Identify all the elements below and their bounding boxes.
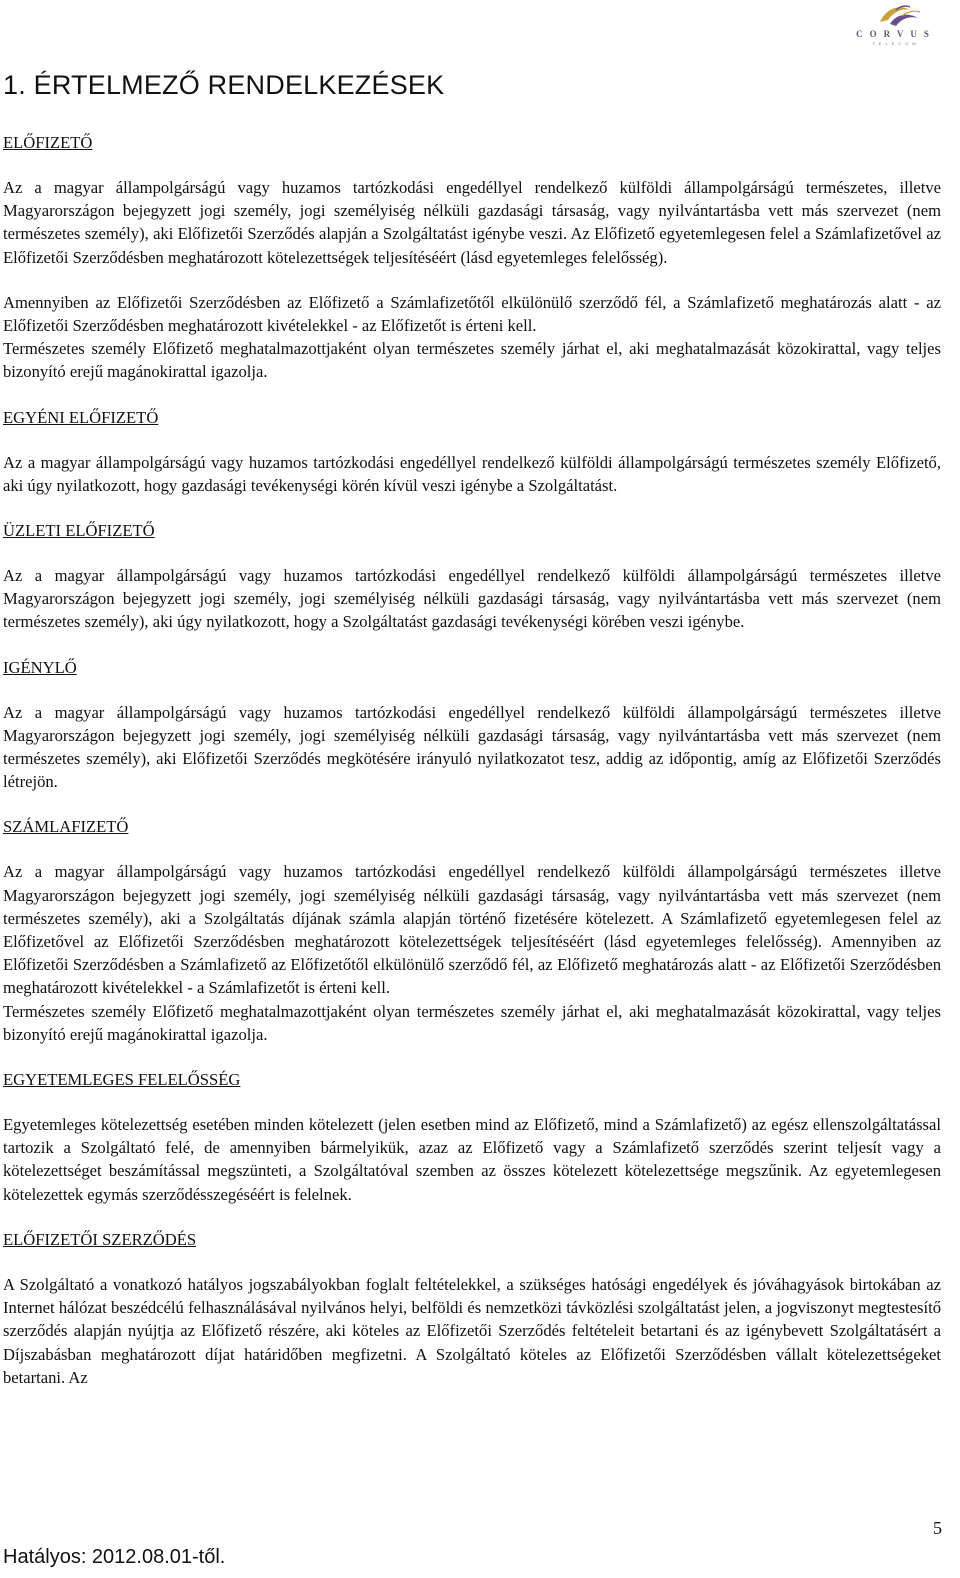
logo-subtitle: TELECOM [872, 41, 920, 46]
paragraph: Az a magyar állampolgárságú vagy huzamos tartózkodási engedéllyel rendelkező külföldi állampolgárságú természetes, illetve Magyarországon bejegyzett jogi személy, jogi személyiség nélküli gazdasági társaság, vagy nyilvántartásba vett más szervezet (nem természetes személy), aki Előfizetői Szerződés alapján a Szolgáltatást igénybe veszi. Az Előfizető egyetemlegesen felel a Számlafizetővel az Előfizetői Szerződésben meghatározott kötelezettségek teljesítéséért (lásd egyetemleges felelősség). [3, 178, 941, 267]
paragraph: Természetes személy Előfizető meghatalmazottjaként olyan természetes személy járhat el, aki meghatalmazását közokirattal, vagy teljes bizonyító erejű magánokirattal igazolja. [3, 1001, 941, 1044]
paragraph: Természetes személy Előfizető meghatalmazottjaként olyan természetes személy járhat el, aki meghatalmazását közokirattal, vagy teljes bizonyító erejű magánokirattal igazolja. [3, 339, 941, 382]
document-body [3, 131, 941, 1411]
section-heading: IGÉNYLŐ [3, 657, 77, 677]
paragraph: Az a magyar állampolgárságú vagy huzamos tartózkodási engedéllyel rendelkező külföldi állampolgárságú természetes illetve Magyarországon bejegyzett jogi személy, jogi személyiség nélküli gazdasági társaság, vagy nyilvántartásba vett más szervezet (nem természetes személy), aki a Szolgáltatás díjának számla alapján történő fizetésére kötelezett. A Számlafizető egyetemlegesen felel az Előfizetővel az Előfizetői Szerződésben meghatározott kötelezettségek teljesítéséért (lásd egyetemleges felelősség). Amennyiben az Előfizetői Szerződésben a Számlafizető az Előfizetőtől elkülönülő szerződő fél, az Előfizető meghatározás alatt - az Előfizetői Szerződésben meghatározott kivételekkel - a Számlafizetőt is érteni kell. [3, 862, 941, 998]
section-igenylo [3, 656, 941, 794]
section-heading: EGYETEMLEGES FELELŐSSÉG [3, 1070, 241, 1090]
paragraph: Egyetemleges kötelezettség esetében minden kötelezett (jelen esetben mind az Előfizető, mind a Számlafizető) az egész ellenszolgáltatással tartozik a Szolgáltató felé, de amennyiben bármelyikük, azaz az Előfizető vagy a Számlafizető szerződés szerint teljesít vagy a kötelezettséget beszámítással megszünteti, a Szolgáltatóval szemben az összes kötelezett kötelezettsége megszűnik. Az egyetemlegesen kötelezettek egymás szerződésszegéséért is felelnek. [3, 1115, 941, 1204]
paragraph: Az a magyar állampolgárságú vagy huzamos tartózkodási engedéllyel rendelkező külföldi állampolgárságú természetes illetve Magyarországon bejegyzett jogi személy, jogi személyiség nélküli gazdasági társaság, vagy nyilvántartásba vett más szervezet (nem természetes személy), aki Előfizetői Szerződés megkötésére irányuló nyilatkozatot tesz, addig az időpontig, amíg az Előfizetői Szerződés létrejön. [3, 702, 941, 792]
corvus-logo [842, 2, 950, 48]
section-egyeni-elofizeto [3, 406, 941, 497]
section-heading: ELŐFIZETŐI SZERZŐDÉS [3, 1229, 197, 1249]
page-title: 1. ÉRTELMEZŐ RENDELKEZÉSEK [3, 70, 445, 100]
paragraph: Az a magyar állampolgárságú vagy huzamos tartózkodási engedéllyel rendelkező külföldi állampolgárságú természetes személy Előfizető, aki úgy nyilatkozott, hogy gazdasági tevékenységi körén kívül veszi igénybe a Szolgáltatást. [3, 452, 941, 495]
section-szamlafizeto [3, 815, 941, 1046]
section-heading: ÜZLETI ELŐFIZETŐ [3, 521, 155, 541]
page-number: 5 [933, 1518, 942, 1538]
paragraph: Az a magyar állampolgárságú vagy huzamos tartózkodási engedéllyel rendelkező külföldi állampolgárságú természetes illetve Magyarországon bejegyzett jogi személy, jogi személyiség nélküli gazdasági társaság, vagy nyilvántartásba vett más szervezet (nem természetes személy), aki úgy nyilatkozott, hogy a Szolgáltatást gazdasági tevékenységi körében veszi igénybe. [3, 566, 941, 632]
section-egyetemleges-felelosseg [3, 1068, 941, 1206]
section-elofizeto [3, 131, 941, 384]
paragraph: Amennyiben az Előfizetői Szerződésben az Előfizető a Számlafizetőtől elkülönülő szerződő fél, a Számlafizető meghatározás alatt - az Előfizetői Szerződésben meghatározott kivételekkel - az Előfizetőt is érteni kell. [3, 292, 941, 336]
corvus-bird-icon [874, 2, 924, 30]
paragraph: A Szolgáltató a vonatkozó hatályos jogszabályokban foglalt feltételekkel, a szükséges hatósági engedélyek és jóváhagyások birtokában az Internet hálózat beszédcélú felhasználásával nyilvános helyi, belföldi és nemzetközi távközlési szolgáltatást jelen, a jogviszonyt megtestesítő szerződés alapján nyújtja az Előfizető részére, aki köteles az Előfizetői Szerződés feltételeit betartani és az igénybevett Szolgáltatásért a Díjszabásban meghatározott díjat határidőben megfizetni. A Szolgáltató köteles az Előfizetői Szerződésben vállalt kötelezettségeket betartani. Az [3, 1274, 941, 1387]
section-heading: EGYÉNI ELŐFIZETŐ [3, 407, 159, 427]
section-heading: ELŐFIZETŐ [3, 133, 93, 152]
section-heading: SZÁMLAFIZETŐ [3, 817, 129, 837]
section-elofizetoi-szerzodes [3, 1228, 941, 1389]
section-uzleti-elofizeto [3, 519, 941, 634]
logo-wordmark: CORVUS [856, 29, 936, 39]
footer-effective-date: Hatályos: 2012.08.01-től. [3, 1546, 226, 1568]
